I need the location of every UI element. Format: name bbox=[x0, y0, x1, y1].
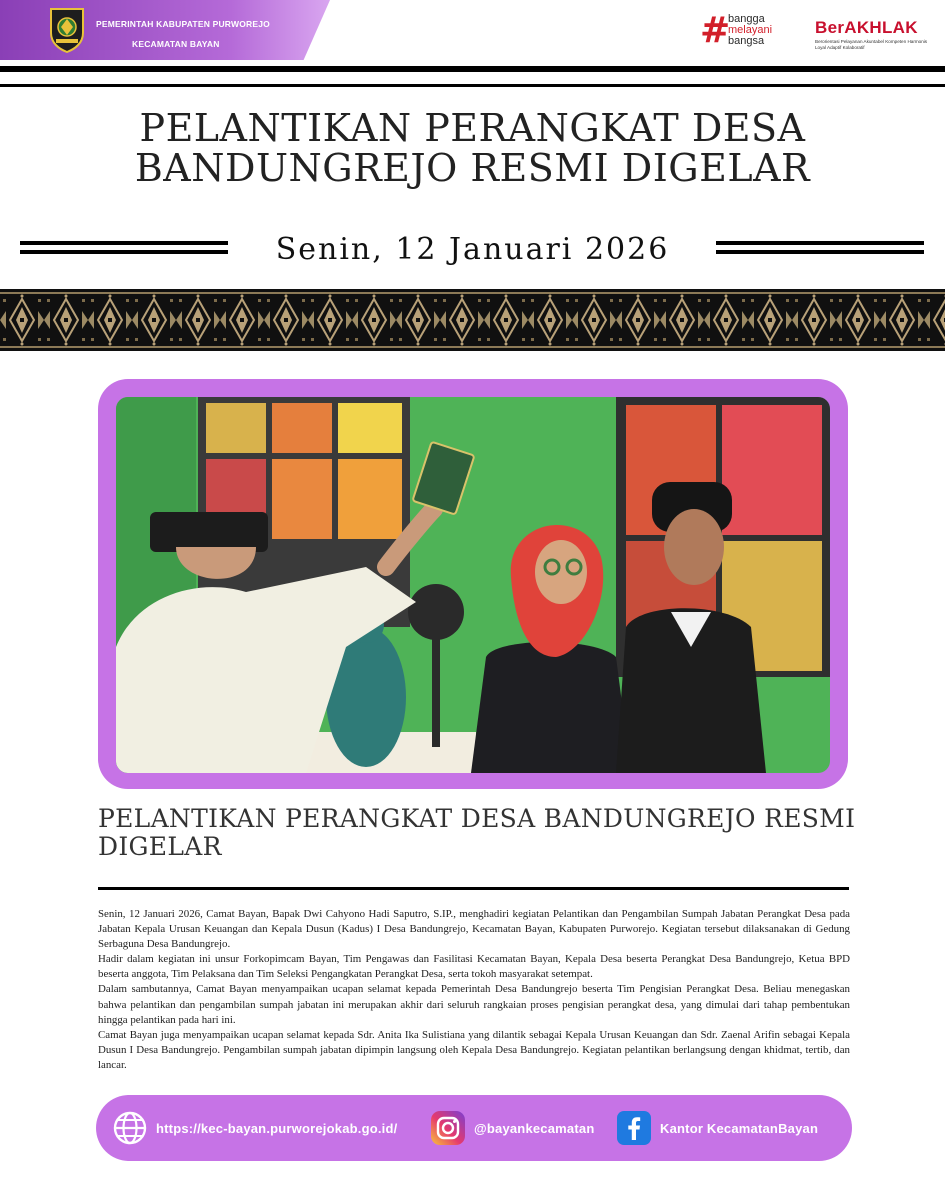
bangsa-word: bangsa bbox=[728, 35, 765, 47]
ceremony-photo bbox=[116, 397, 830, 773]
songket-pattern bbox=[0, 289, 945, 351]
article-divider bbox=[98, 887, 849, 890]
article-paragraph-4: Camat Bayan juga menyampaikan ucapan selamat kepada Sdr. Anita Ika Sulistiana yang dilantik sebagai Kepala Urusan Keuangan dan Sdr. Zaenal Arifin sebagai Kepala Dusun I Desa Bandungrejo. Pengambilan sumpah jabatan dipimpin langsung oleh Kepala Desa Bandungrejo. Kegiatan pelantikan berlangsung dengan khidmat, tertib, dan lancar. bbox=[98, 1028, 850, 1071]
header-rule-thick bbox=[0, 66, 945, 72]
government-title bbox=[96, 14, 306, 54]
instagram-handle: @bayankecamatan bbox=[474, 1120, 595, 1136]
website-url: https://kec-bayan.purworejokab.go.id/ bbox=[156, 1120, 398, 1136]
article-paragraph-1: Senin, 12 Januari 2026, Camat Bayan, Bapak Dwi Cahyono Hadi Saputro, S.IP., menghadiri kegiatan Pelantikan dan Pengambilan Sumpah Jabatan Perangkat Desa pada Jabatan Kepala Urusan Keuangan dan Kepala Dusun (Kadus) I Desa Bandungrejo, Kecamatan Bayan, Kabupaten Purworejo. Kegiatan tersebut dilaksanakan di Gedung Serbaguna Desa Bandungrejo. bbox=[98, 908, 850, 951]
instagram-icon bbox=[430, 1110, 466, 1146]
melayani-word: melayani bbox=[728, 24, 773, 36]
bangga-word: bangga bbox=[728, 13, 765, 25]
article-paragraph-2: Hadir dalam kegiatan ini unsur Forkopimcam Bayan, Tim Pengawas dan Fasilitasi Kecamatan Bayan, Kepala Desa beserta Perangkat Desa Bandungrejo, Ketua BPD beserta anggota, Tim Pelaksana dan Tim Seleksi Pengangkatan Perangkat Desa, serta tokoh masyarakat setempat. bbox=[98, 953, 850, 981]
ceremony-photo-illustration bbox=[116, 397, 830, 773]
ornamental-pattern-band bbox=[0, 289, 945, 351]
event-date: Senin, 12 Januari 2026 bbox=[275, 232, 670, 267]
article-heading: PELANTIKAN PERANGKAT DESA BANDUNGREJO RESMI DIGELAR bbox=[98, 804, 856, 861]
gov-line-2: KECAMATAN BAYAN bbox=[132, 39, 220, 49]
globe-icon bbox=[112, 1110, 148, 1146]
header-rule-thin bbox=[0, 84, 945, 87]
facebook-link[interactable] bbox=[616, 1095, 818, 1161]
regency-logo bbox=[47, 7, 87, 53]
berakhlak-tagline: Berorientasi Pelayanan Akuntabel Kompeten Harmonis Loyal Adaptif Kolaboratif bbox=[815, 39, 928, 50]
website-link[interactable] bbox=[112, 1095, 397, 1161]
article-body bbox=[98, 907, 850, 1073]
article-paragraph-3: Dalam sambutannya, Camat Bayan menyampaikan ucapan selamat kepada Pemerintah Desa Bandungrejo beserta Tim Pengisian Perangkat Desa. Beliau menegaskan bahwa pelantikan dan pengambilan sumpah jabatan ini merupakan akhir dari seluruh rangkaian proses pengisian perangkat desa, yang dimulai dari tahap pembentukan hingga pelantikan pada hari ini. bbox=[98, 983, 850, 1026]
berakhlak-logo bbox=[815, 18, 940, 51]
footer-contact-bar bbox=[96, 1095, 852, 1161]
instagram-link[interactable] bbox=[430, 1095, 594, 1161]
date-row bbox=[0, 228, 945, 272]
facebook-page: Kantor KecamatanBayan bbox=[660, 1120, 819, 1136]
facebook-icon bbox=[616, 1110, 652, 1146]
gov-line-1: PEMERINTAH KABUPATEN PURWOREJO bbox=[96, 19, 270, 29]
berakhlak-brand: BerAKHLAK bbox=[815, 18, 918, 37]
bangga-melayani-bangsa-logo bbox=[700, 12, 795, 52]
page-title: PELANTIKAN PERANGKAT DESA BANDUNGREJO RESMI DIGELAR bbox=[134, 106, 811, 190]
hashtag-icon: # bbox=[700, 10, 731, 51]
date-right-lines bbox=[716, 241, 924, 259]
photo-frame bbox=[98, 379, 848, 789]
